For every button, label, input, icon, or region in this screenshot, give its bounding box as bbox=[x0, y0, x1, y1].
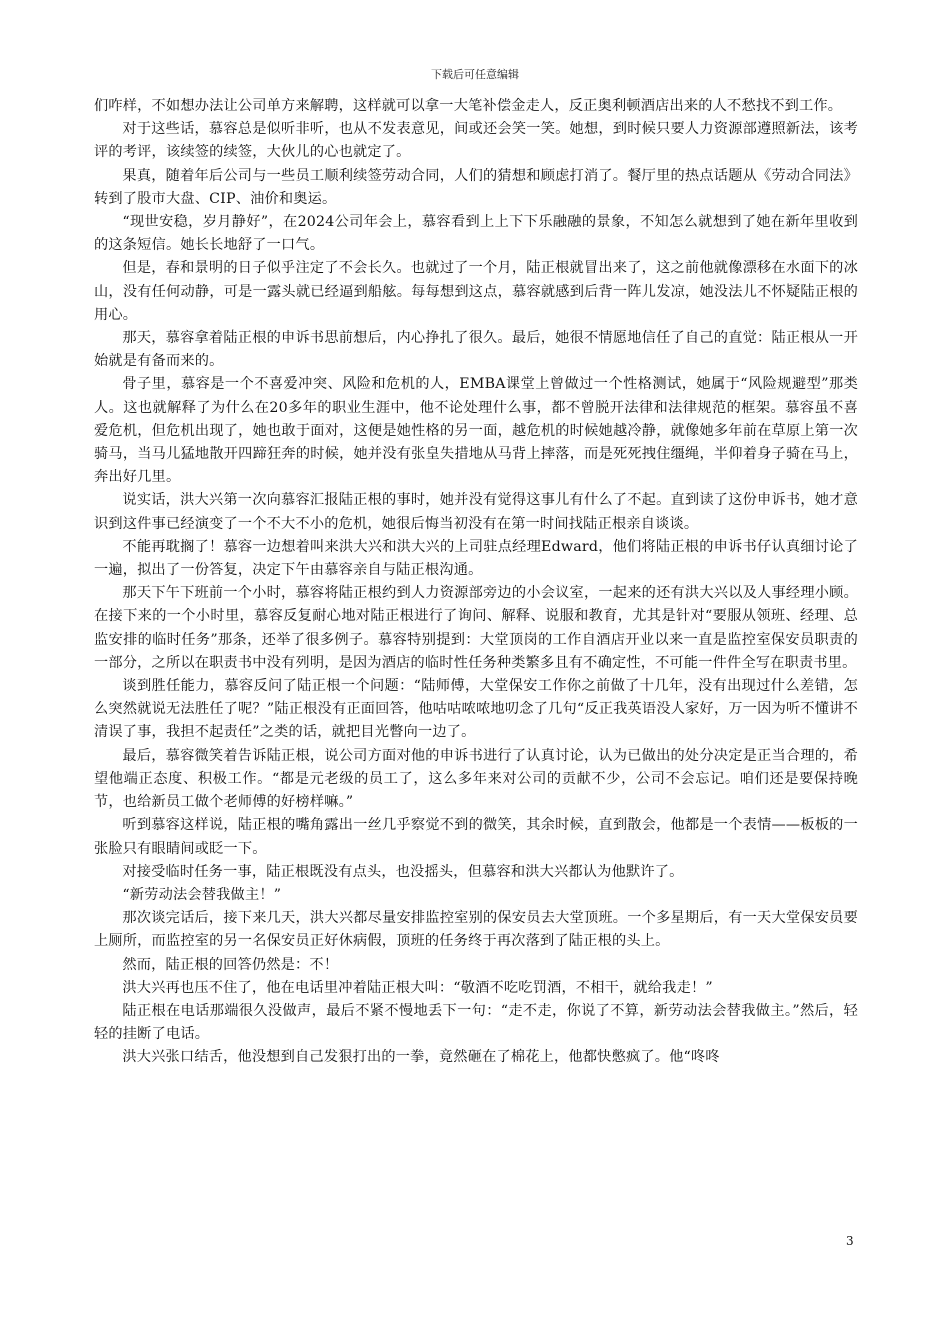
paragraph: 说实话，洪大兴第一次向慕容汇报陆正根的事时，她并没有觉得这事儿有什么了不起。直到读了这份申诉书，她才意识到这件事已经演变了一个不大不小的危机，她很后悔当初没有在第一时间找陆正根亲自谈谈。 bbox=[94, 492, 858, 532]
paragraph: 那天下午下班前一个小时，慕容将陆正根约到人力资源部旁边的小会议室，一起来的还有洪大兴以及人事经理小顾。在接下来的一个小时里，慕容反复耐心地对陆正根进行了询问、解释、说服和教育，尤其是针对“要服从领班、经理、总监安排的临时任务”那条，还举了很多例子。慕容特别提到：大堂顶岗的工作自酒店开业以来一直是监控室保安员职责的一部分，之所以在职责书中没有列明，是因为酒店的临时性任务种类繁多且有不确定性，不可能一件件全写在职责书里。 bbox=[94, 585, 858, 671]
paragraph: 谈到胜任能力，慕容反问了陆正根一个问题：“陆师傅，大堂保安工作你之前做了十几年，没有出现过什么差错，怎么突然就说无法胜任了呢？”陆正根没有正面回答，他咕咕哝哝地叨念了几句“反正我英语没人家好，万一因为听不懂讲不清误了事，我担不起责任”之类的话，就把目光瞥向一边了。 bbox=[94, 678, 858, 741]
paragraph: 不能再耽搁了！慕容一边想着叫来洪大兴和洪大兴的上司驻点经理Edward，他们将陆正根的申诉书仔认真细讨论了一遍，拟出了一份答复，决定下午由慕容亲自与陆正根沟通。 bbox=[94, 538, 858, 579]
paragraph: “新劳动法会替我做主！” bbox=[122, 886, 282, 903]
paragraph: 骨子里，慕容是一个不喜爱冲突、风险和危机的人，EMBA课堂上曾做过一个性格测试，她属于“风险规避型”那类人。这也就解释了为什么在20多年的职业生涯中，他不论处理什么事，都不曾脱开法律和法律规范的框架。慕容虽不喜爱危机，但危机出现了，她也敢于面对，这便是她性格的另一面，越危机的时候她越冷静，就像她多年前在草原上第一次骑马，当马儿猛地散开四蹄狂奔的时候，她并没有张皇失措地从马背上摔落，而是死死拽住缰绳，半仰着身子骑在马上，奔出好几里。 bbox=[94, 376, 858, 486]
paragraph: 洪大兴张口结舌，他没想到自己发狠打出的一拳，竟然砸在了棉花上，他都快憋疯了。他“咚咚 bbox=[122, 1049, 720, 1066]
paragraph: 那次谈完话后，接下来几天，洪大兴都尽量安排监控室别的保安员去大堂顶班。一个多星期后，有一天大堂保安员要上厕所，而监控室的另一名保安员正好休病假，顶班的任务终于再次落到了陆正根的头上。 bbox=[94, 910, 858, 950]
paragraph: 洪大兴再也压不住了，他在电话里冲着陆正根大叫：“敬酒不吃吃罚酒，不相干，就给我走！” bbox=[122, 979, 713, 996]
paragraph: 然而，陆正根的回答仍然是：不！ bbox=[122, 956, 339, 973]
paragraph: 听到慕容这样说，陆正根的嘴角露出一丝几乎察觉不到的微笑，其余时候，直到散会，他都是一个表情——板板的一张脸只有眼睛间或眨一下。 bbox=[94, 817, 858, 857]
paragraph: 果真，随着年后公司与一些员工顺利续签劳动合同，人们的猜想和顾虑打消了。餐厅里的热点话题从《劳动合同法》转到了股市大盘、CIP、油价和奥运。 bbox=[94, 167, 858, 207]
paragraph: “现世安稳，岁月静好”，在2024公司年会上，慕容看到上上下下乐融融的景象，不知怎么就想到了她在新年里收到的这条短信。她长长地舒了一口气。 bbox=[94, 214, 858, 254]
paragraph: 那天，慕容拿着陆正根的申诉书思前想后，内心挣扎了很久。最后，她很不情愿地信任了自己的直觉：陆正根从一开始就是有备而来的。 bbox=[94, 330, 858, 370]
paragraph: 最后，慕容微笑着告诉陆正根，说公司方面对他的申诉书进行了认真讨论，认为已做出的处分决定是正当合理的，希望他端正态度、积极工作。“都是元老级的员工了，这么多年来对公司的贡献不少，公司不会忘记。咱们还是要保持晚节，也给新员工做个老师傅的好榜样嘛。” bbox=[94, 747, 858, 811]
page-header: 下载后可任意编辑 bbox=[431, 68, 519, 81]
page-number: 3 bbox=[846, 1234, 854, 1248]
paragraph: 对接受临时任务一事，陆正根既没有点头，也没摇头，但慕容和洪大兴都认为他默许了。 bbox=[122, 863, 684, 880]
paragraph: 对于这些话，慕容总是似听非听，也从不发表意见，间或还会笑一笑。她想，到时候只要人力资源部遵照新法，该考评的考评，该续签的续签，大伙儿的心也就定了。 bbox=[94, 121, 858, 161]
paragraph: 陆正根在电话那端很久没做声，最后不紧不慢地丢下一句：“走不走，你说了不算，新劳动法会替我做主。”然后，轻轻的挂断了电话。 bbox=[94, 1002, 858, 1043]
paragraph: 但是，春和景明的日子似乎注定了不会长久。也就过了一个月，陆正根就冒出来了，这之前他就像漂移在水面下的冰山，没有任何动静，可是一露头就已经逼到船舷。每每想到这点，慕容就感到后背一阵儿发凉，她没法儿不怀疑陆正根的用心。 bbox=[94, 260, 858, 323]
document-body bbox=[94, 95, 858, 1070]
paragraph: 们咋样，不如想办法让公司单方来解聘，这样就可以拿一大笔补偿金走人，反正奥利顿酒店出来的人不愁找不到工作。 bbox=[94, 98, 843, 114]
